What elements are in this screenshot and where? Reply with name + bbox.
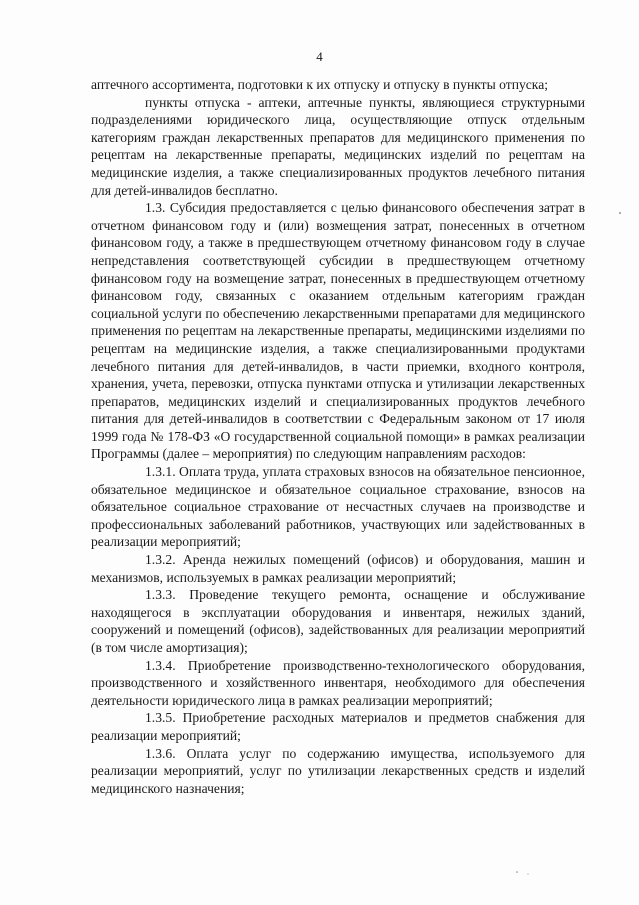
scan-speck xyxy=(619,212,621,214)
paragraph-1-3-5-materials: 1.3.5. Приобретение расходных материалов и предметов снабжения для реализации мероприятий; xyxy=(91,710,585,743)
paragraph-dispensing-points-definition: пункты отпуска - аптеки, аптечные пункты, являющиеся структурными подразделениями юридического лица, осуществляющие отпуск отдельным категориям граждан лекарственных препаратов для медицинского применения по рецептам на лекарственные препараты, медицинских изделий по рецептам на медицинские изделия, а также специализированных продуктов лечебного питания для детей-инвалидов бесплатно. xyxy=(91,94,585,198)
paragraph-1-3-4-equipment: 1.3.4. Приобретение производственно-технологического оборудования, производственного и хозяйственного инвентаря, необходимого для обеспечения деятельности юридического лица в рамках реализации мероприятий; xyxy=(91,657,585,708)
paragraph-1-3-1-labor-costs: 1.3.1. Оплата труда, уплата страховых взносов на обязательное пенсионное, обязательное медицинское и обязательное социальное страхование, взносов на обязательное социальное страхование от несчастных случаев на производстве и профессиональных заболеваний работников, участвующих или задействованных в реализации мероприятий; xyxy=(91,464,585,550)
paragraph-1-3-3-maintenance: 1.3.3. Проведение текущего ремонта, оснащение и обслуживание находящегося в эксплуатации оборудования и инвентаря, нежилых зданий, сооружений и помещений (офисов), задействованных для реализации мероприятий (в том числе амортизация); xyxy=(91,587,585,655)
scan-speck xyxy=(527,873,528,874)
paragraph-1-3-2-rent: 1.3.2. Аренда нежилых помещений (офисов) и оборудования, машин и механизмов, используемых в рамках реализации мероприятий; xyxy=(91,552,585,585)
paragraph-1-3-6-property-services: 1.3.6. Оплата услуг по содержанию имущества, используемого для реализации мероприятий, услуг по утилизации лекарственных средств и изделий медицинского назначения; xyxy=(91,745,585,796)
page-number: 4 xyxy=(316,49,323,64)
paragraph-continuation: аптечного ассортимента, подготовки к их отпуску и отпуску в пункты отпуска; xyxy=(91,77,549,92)
paragraph-1-3-subsidy-purpose: 1.3. Субсидия предоставляется с целью финансового обеспечения затрат в отчетном финансовом году и (или) возмещения затрат, понесенных в отчетном финансовом году, а также в предшествующем отчетному финансовом году в случае непредставления соответствующей субсидии в предшествующем отчетному финансовом году на возмещение затрат, понесенных в предшествующем отчетному финансовом году, связанных с оказанием отдельным категориям граждан социальной услуги по обеспечению лекарственными препаратами для медицинского применения по рецептам на лекарственные препараты, медицинскими изделиями по рецептам на медицинские изделия, а также специализированными продуктами лечебного питания для детей-инвалидов, в части приемки, входного контроля, хранения, учета, перевозки, отпуска пунктами отпуска и утилизации лекарственных препаратов, медицинских изделий и специализированных продуктов лечебного питания для детей-инвалидов в соответствии с Федеральным законом от 17 июля 1999 года № 178-ФЗ «О государственной социальной помощи» в рамках реализации Программы (далее – мероприятия) по следующим направлениям расходов: xyxy=(91,200,585,462)
scan-speck xyxy=(516,871,518,873)
document-body xyxy=(91,76,585,797)
